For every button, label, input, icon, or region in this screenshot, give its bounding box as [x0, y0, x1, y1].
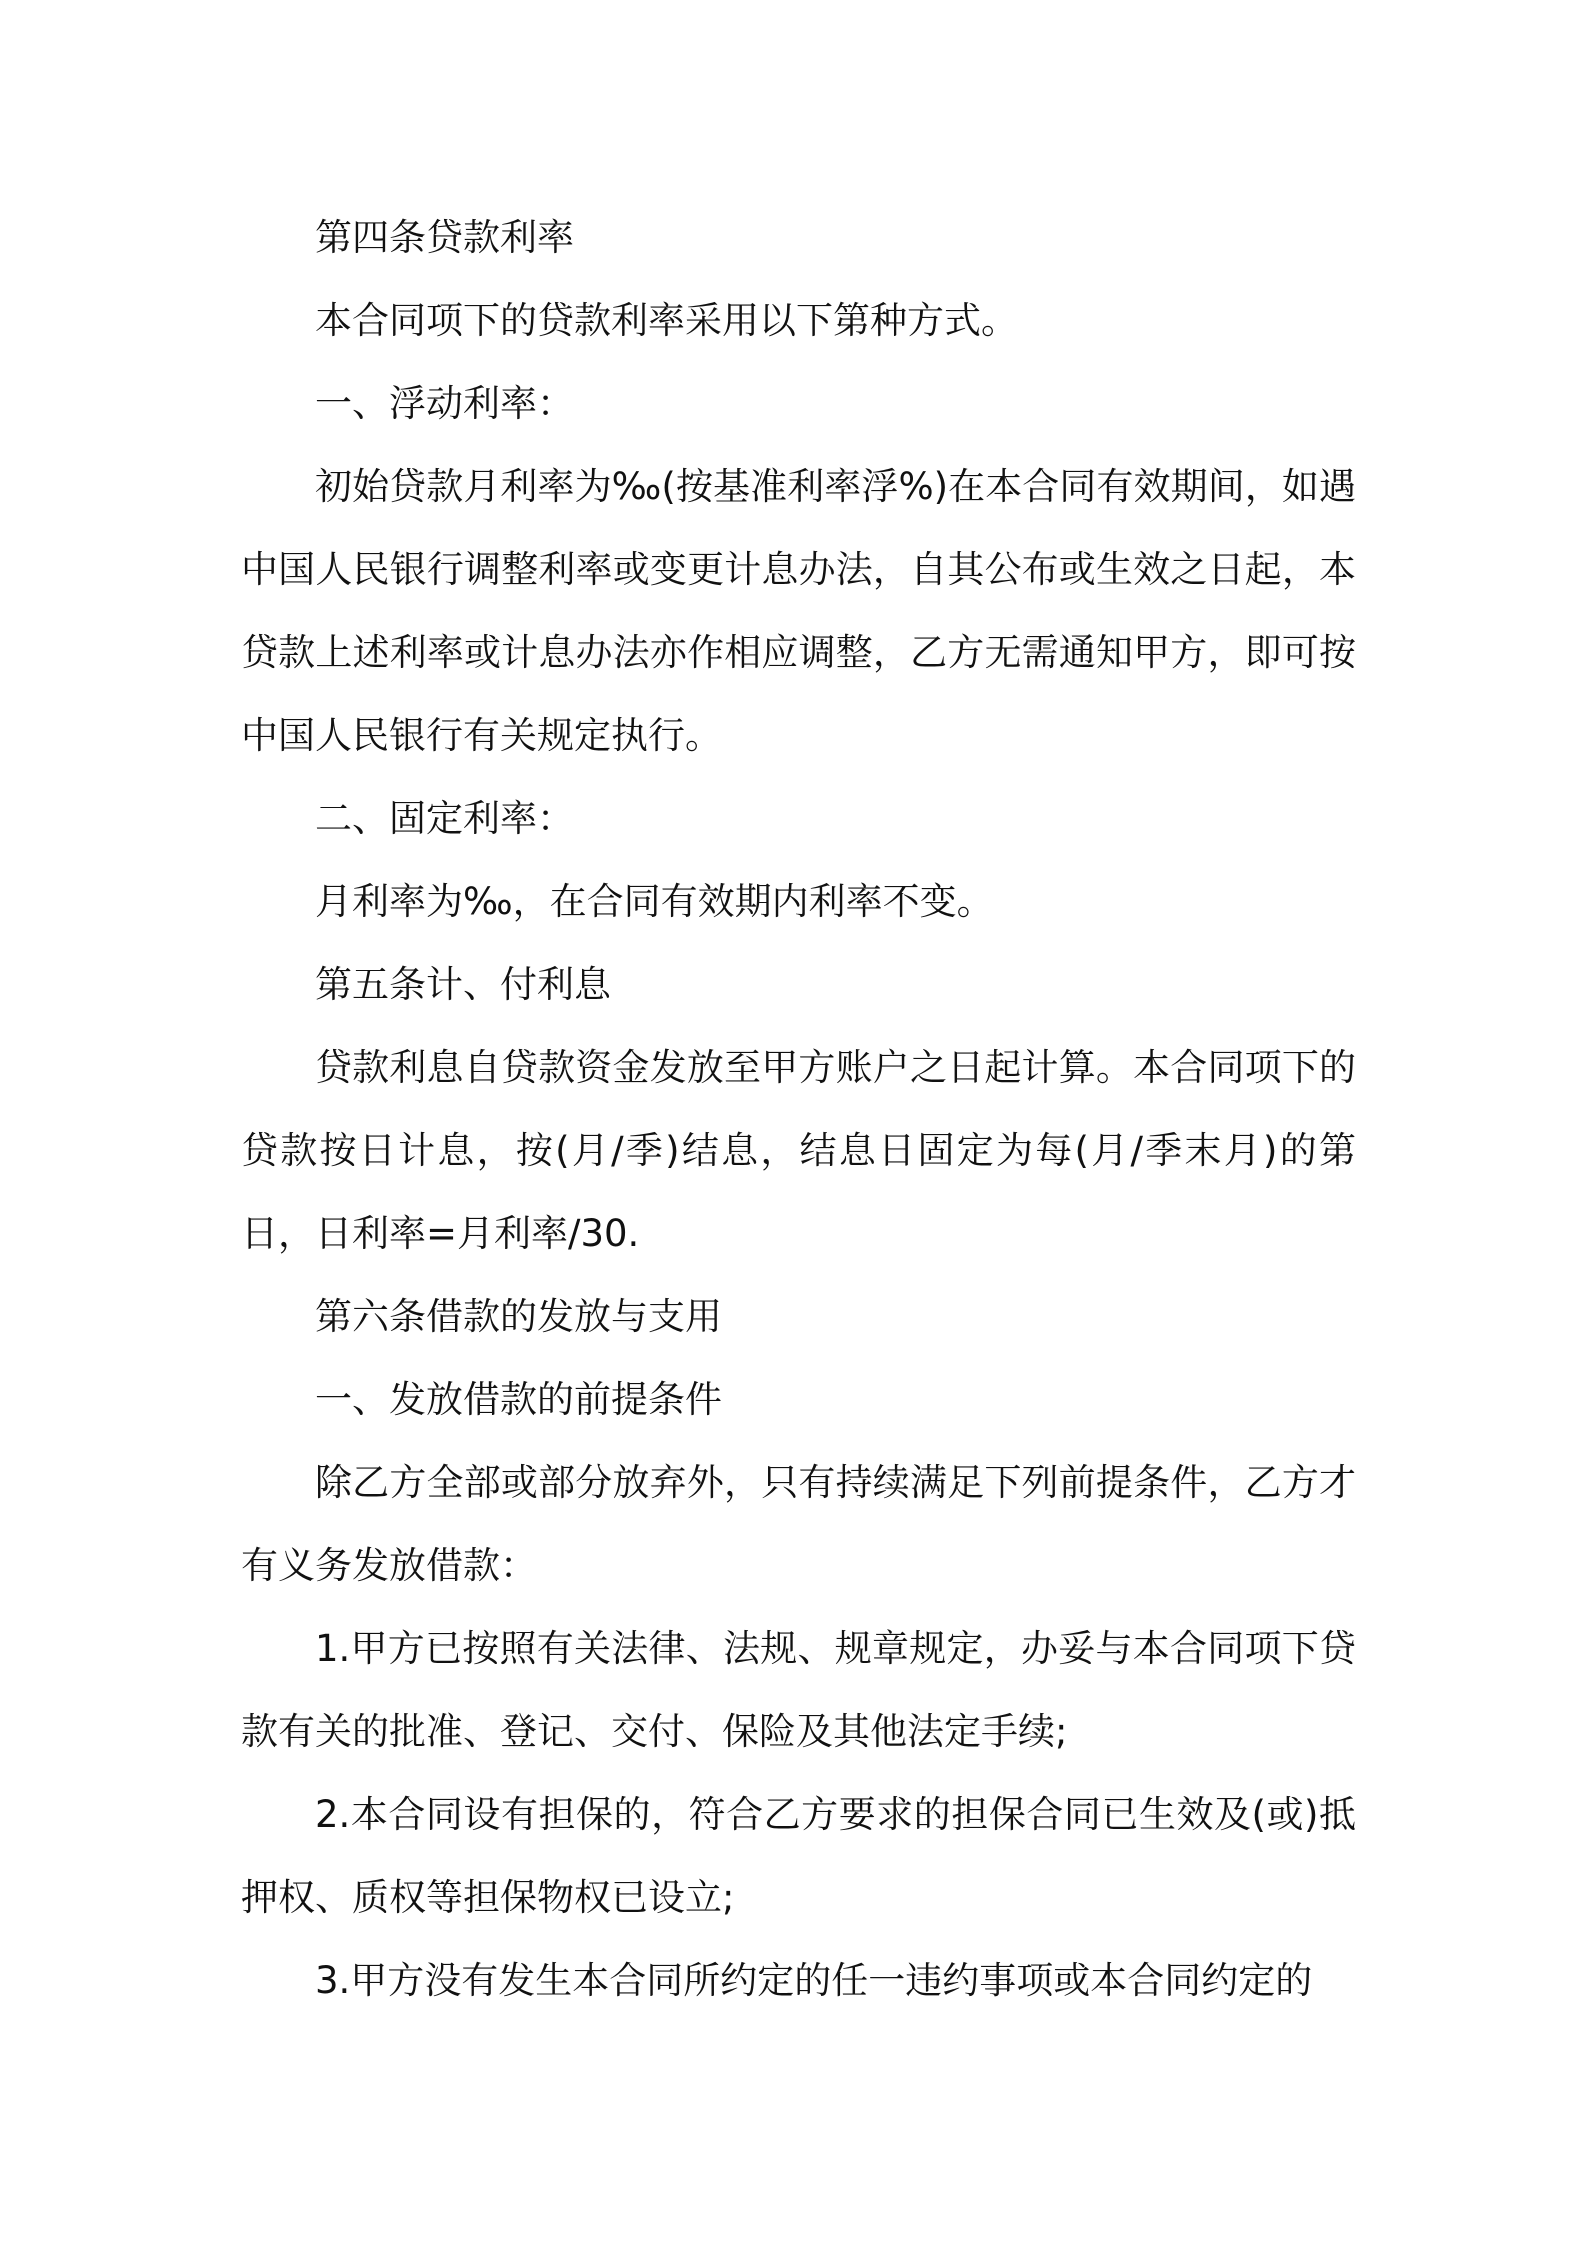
paragraph-preconditions-intro: 除乙方全部或部分放弃外，只有持续满足下列前提条件，乙方才有义务发放借款：	[241, 1461, 1356, 1587]
document-body	[241, 196, 1356, 2022]
paragraph-floating-rate: 初始贷款月利率为‰(按基准利率浮%)在本合同有效期间，如遇中国人民银行调整利率或变更计息办法，自其公布或生效之日起，本贷款上述利率或计息办法亦作相应调整，乙方无需通知甲方，即可按中国人民银行有关规定执行。	[241, 465, 1356, 757]
paragraph-fixed-rate: 月利率为‰，在合同有效期内利率不变。	[315, 880, 994, 923]
paragraph-interest-calculation: 贷款利息自贷款资金发放至甲方账户之日起计算。本合同项下的贷款按日计息，按(月/季)结息，结息日固定为每(月/季末月)的第日，日利率=月利率/30.	[241, 1046, 1356, 1255]
paragraph-rate-method: 本合同项下的贷款利率采用以下第种方式。	[315, 299, 1018, 342]
floating-rate-heading: 一、浮动利率：	[315, 382, 574, 425]
article-6-heading: 第六条借款的发放与支用	[315, 1295, 722, 1338]
fixed-rate-heading: 二、固定利率：	[315, 797, 574, 840]
precondition-item-1: 1.甲方已按照有关法律、法规、规章规定，办妥与本合同项下贷款有关的批准、登记、交付、保险及其他法定手续;	[241, 1627, 1356, 1753]
preconditions-heading: 一、发放借款的前提条件	[315, 1378, 722, 1421]
article-5-heading: 第五条计、付利息	[315, 963, 611, 1006]
precondition-item-2: 2.本合同设有担保的，符合乙方要求的担保合同已生效及(或)抵押权、质权等担保物权已设立;	[241, 1793, 1356, 1919]
article-4-heading: 第四条贷款利率	[315, 216, 574, 259]
precondition-item-3: 3.甲方没有发生本合同所约定的任一违约事项或本合同约定的	[315, 1959, 1313, 2002]
